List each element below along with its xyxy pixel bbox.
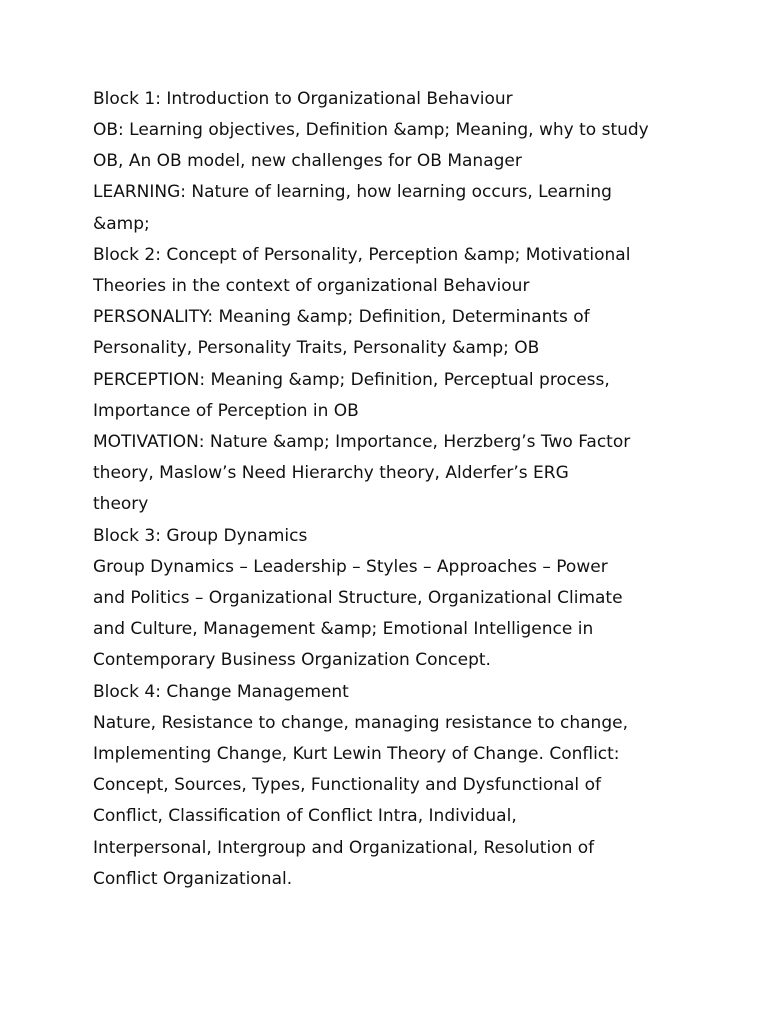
personality-line: PERSONALITY: Meaning &amp; Definition, Determinants of bbox=[93, 307, 590, 328]
change-management-line-2: Implementing Change, Kurt Lewin Theory of Change. Conflict: bbox=[93, 744, 620, 765]
learning-line: LEARNING: Nature of learning, how learning occurs, Learning bbox=[93, 182, 612, 203]
block-3-heading: Block 3: Group Dynamics bbox=[93, 525, 308, 546]
block-4-heading: Block 4: Change Management bbox=[93, 681, 349, 702]
change-management-line-4: Conflict, Classification of Conflict Intra, Individual, bbox=[93, 806, 517, 827]
block-1-heading: Block 1: Introduction to Organizational Behaviour bbox=[93, 89, 513, 109]
perception-line: PERCEPTION: Meaning &amp; Definition, Perceptual process, bbox=[93, 369, 610, 390]
document-body bbox=[93, 84, 683, 895]
change-management-line-3: Concept, Sources, Types, Functionality and Dysfunctional of bbox=[93, 775, 601, 796]
personality-line-continued: Personality, Personality Traits, Personality &amp; OB bbox=[93, 338, 540, 359]
motivation-line-continued: theory, Maslow’s Need Hierarchy theory, Alderfer’s ERG bbox=[93, 463, 569, 484]
group-dynamics-line-2: and Politics – Organizational Structure, Organizational Climate bbox=[93, 588, 623, 609]
block-2-heading: Block 2: Concept of Personality, Perception &amp; Motivational bbox=[93, 244, 631, 265]
learning-line-continued: &amp; bbox=[93, 213, 150, 234]
perception-line-continued: Importance of Perception in OB bbox=[93, 400, 359, 421]
change-management-line-1: Nature, Resistance to change, managing resistance to change, bbox=[93, 712, 628, 733]
group-dynamics-line-3: and Culture, Management &amp; Emotional Intelligence in bbox=[93, 619, 594, 640]
group-dynamics-line-1: Group Dynamics – Leadership – Styles – Approaches – Power bbox=[93, 556, 608, 577]
block-2-heading-continued: Theories in the context of organizational Behaviour bbox=[93, 276, 530, 297]
change-management-line-6: Conflict Organizational. bbox=[93, 868, 293, 889]
motivation-line: MOTIVATION: Nature &amp; Importance, Herzberg’s Two Factor bbox=[93, 432, 631, 453]
ob-learning-objectives-line: OB: Learning objectives, Definition &amp; Meaning, why to study bbox=[93, 120, 649, 141]
change-management-line-5: Interpersonal, Intergroup and Organizational, Resolution of bbox=[93, 837, 595, 858]
ob-model-line: OB, An OB model, new challenges for OB Manager bbox=[93, 151, 522, 172]
group-dynamics-line-4: Contemporary Business Organization Concept. bbox=[93, 650, 491, 671]
motivation-line-end: theory bbox=[93, 494, 149, 515]
